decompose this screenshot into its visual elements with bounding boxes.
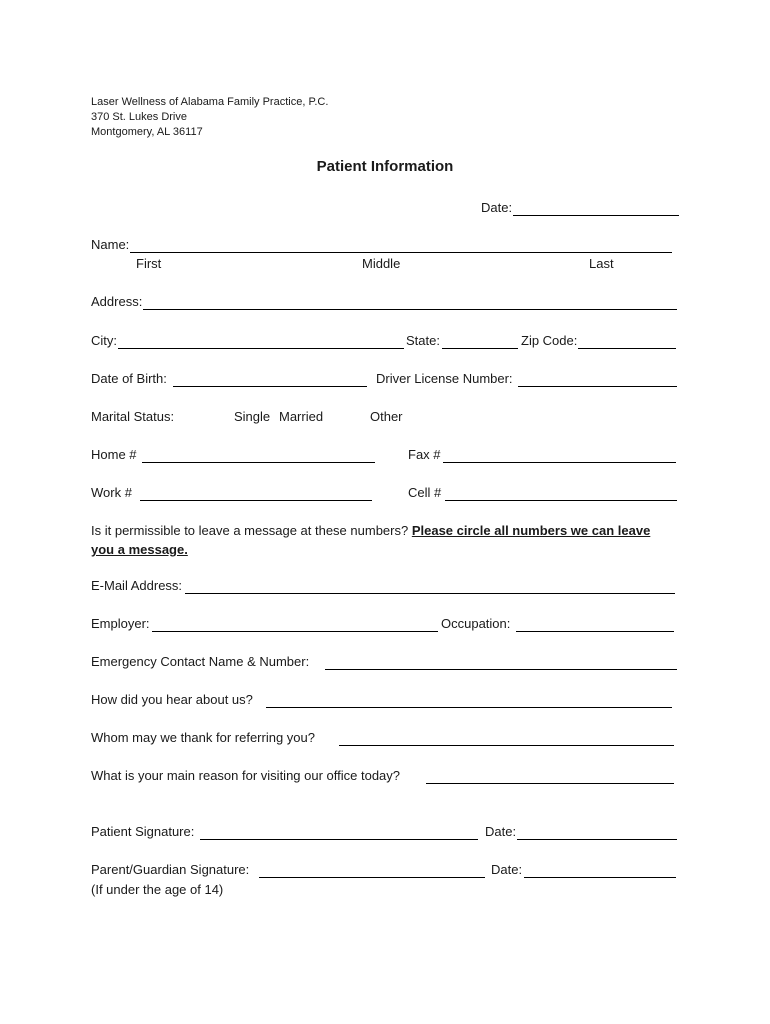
home-phone-field[interactable] [142, 446, 375, 463]
name-last-caption: Last [589, 256, 614, 271]
license-label: Driver License Number: [376, 371, 513, 386]
date-field[interactable] [513, 199, 679, 216]
message-instruction: Please circle all numbers we can leave you a message. [91, 523, 651, 557]
city-label: City: [91, 333, 117, 348]
hear-about-field[interactable] [266, 691, 672, 708]
marital-option-married[interactable]: Married [279, 409, 324, 424]
emergency-contact-label: Emergency Contact Name & Number: [91, 654, 310, 669]
visit-reason-label: What is your main reason for visiting our office today? [91, 768, 401, 783]
signature-date-label: Date: [485, 824, 517, 839]
guardian-signature-label: Parent/Guardian Signature: [91, 862, 250, 877]
dob-label: Date of Birth: [91, 371, 167, 386]
fax-label: Fax # [408, 447, 441, 462]
state-field[interactable] [442, 332, 518, 349]
practice-city: Montgomery, AL 36117 [91, 126, 203, 138]
fax-field[interactable] [443, 446, 676, 463]
employer-label: Employer: [91, 616, 150, 631]
guardian-signature-field[interactable] [259, 861, 485, 878]
guardian-date-field[interactable] [524, 861, 676, 878]
guardian-age-note: (If under the age of 14) [91, 882, 224, 897]
message-question: Is it permissible to leave a message at these numbers? [91, 523, 412, 538]
patient-signature-field[interactable] [200, 823, 478, 840]
zip-label: Zip Code: [521, 333, 578, 348]
practice-street: 370 St. Lukes Drive [91, 111, 187, 123]
referral-field[interactable] [339, 729, 674, 746]
home-phone-label: Home # [91, 447, 137, 462]
name-first-caption: First [136, 256, 162, 271]
occupation-label: Occupation: [441, 616, 511, 631]
zip-field[interactable] [578, 332, 676, 349]
referral-label: Whom may we thank for referring you? [91, 730, 315, 745]
name-middle-caption: Middle [362, 256, 401, 271]
state-label: State: [406, 333, 440, 348]
work-phone-field[interactable] [140, 484, 372, 501]
form-title: Patient Information [316, 158, 454, 175]
marital-label: Marital Status: [91, 409, 175, 424]
dob-field[interactable] [173, 370, 367, 387]
name-label: Name: [91, 237, 130, 252]
occupation-field[interactable] [516, 615, 674, 632]
practice-name: Laser Wellness of Alabama Family Practice, P.C. [91, 96, 329, 108]
address-label: Address: [91, 294, 143, 309]
cell-field[interactable] [445, 484, 677, 501]
employer-field[interactable] [152, 615, 438, 632]
email-label: E-Mail Address: [91, 578, 183, 593]
name-field[interactable] [130, 236, 672, 253]
work-phone-label: Work # [91, 485, 132, 500]
cell-label: Cell # [408, 485, 442, 500]
signature-date-field[interactable] [517, 823, 677, 840]
city-field[interactable] [118, 332, 404, 349]
date-label: Date: [481, 200, 513, 215]
guardian-date-label: Date: [491, 862, 523, 877]
marital-option-other[interactable]: Other [370, 409, 403, 424]
emergency-contact-field[interactable] [325, 653, 677, 670]
email-field[interactable] [185, 577, 675, 594]
license-field[interactable] [518, 370, 677, 387]
address-field[interactable] [143, 293, 677, 310]
visit-reason-field[interactable] [426, 767, 674, 784]
hear-about-label: How did you hear about us? [91, 692, 253, 707]
marital-option-single[interactable]: Single [234, 409, 271, 424]
patient-signature-label: Patient Signature: [91, 824, 195, 839]
message-permission-text [91, 521, 671, 559]
